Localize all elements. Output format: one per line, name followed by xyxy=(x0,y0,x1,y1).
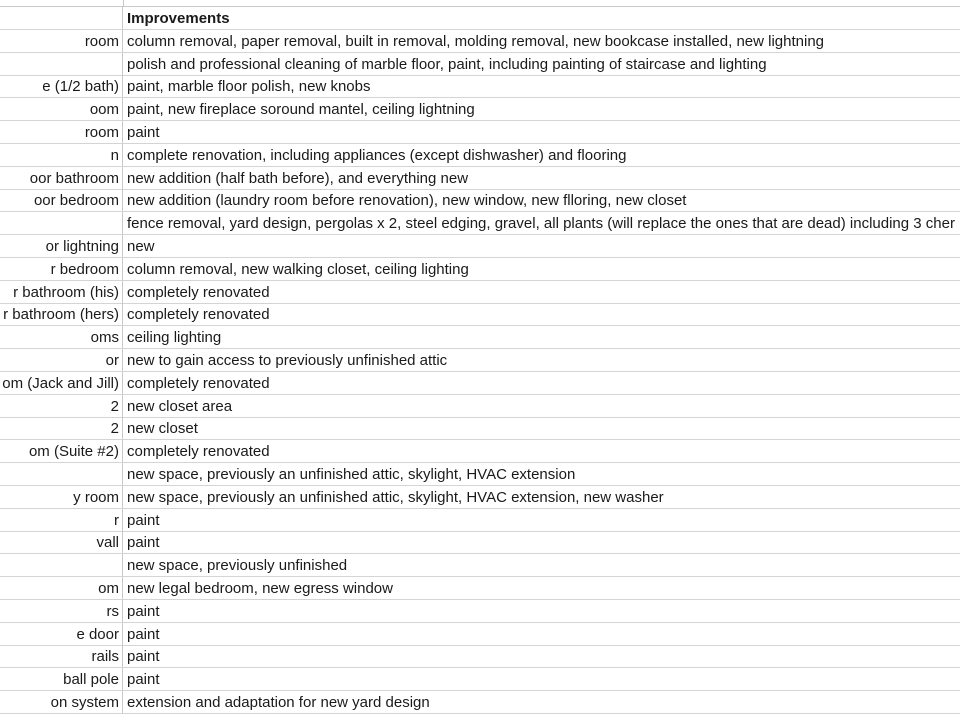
cell-improvements[interactable] xyxy=(124,600,960,622)
cell-text: completely renovated xyxy=(127,283,270,301)
cell-room[interactable] xyxy=(0,577,123,599)
table-row xyxy=(0,645,960,668)
cell-text: paint xyxy=(127,602,160,620)
table-row xyxy=(0,440,960,463)
header-cell-room[interactable] xyxy=(0,7,123,29)
cell-text: r bedroom xyxy=(50,260,119,278)
cell-text: r bathroom (his) xyxy=(13,283,119,301)
cell-text: 2 xyxy=(110,420,119,438)
cell-text: completely renovated xyxy=(127,306,270,324)
cell-text: new legal bedroom, new egress window xyxy=(127,580,393,597)
table-row xyxy=(0,167,960,190)
cell-text: paint xyxy=(127,625,160,643)
table-row xyxy=(0,303,960,326)
cell-text: paint, marble floor polish, new knobs xyxy=(127,78,371,96)
table-row xyxy=(0,531,960,554)
cell-room[interactable] xyxy=(0,349,123,371)
header-cell-improvements[interactable] xyxy=(124,7,960,29)
cell-text: new xyxy=(127,238,155,255)
cell-room[interactable] xyxy=(0,372,123,394)
cell-improvements[interactable] xyxy=(124,349,960,371)
cell-improvements[interactable] xyxy=(124,554,960,576)
cell-room[interactable] xyxy=(0,53,123,75)
cell-room[interactable] xyxy=(0,144,123,166)
cell-text: column removal, new walking closet, ceiling lighting xyxy=(127,260,469,278)
cell-improvements[interactable] xyxy=(124,98,960,120)
header-row xyxy=(0,7,960,30)
cell-text: paint xyxy=(127,534,160,552)
cell-text: or xyxy=(105,352,119,369)
table-row xyxy=(0,417,960,440)
cell-text: on system xyxy=(50,694,119,711)
table-row xyxy=(0,30,960,53)
cell-text: paint xyxy=(127,124,160,141)
table-row xyxy=(0,577,960,600)
cell-improvements[interactable] xyxy=(124,258,960,280)
cell-room[interactable] xyxy=(0,235,123,257)
cell-text: new space, previously an unfinished attic, skylight, HVAC extension xyxy=(127,466,576,483)
cell-room[interactable] xyxy=(0,440,123,462)
partial-row-top xyxy=(0,0,960,7)
table-row xyxy=(0,235,960,258)
cell-text: r xyxy=(114,511,119,529)
cell-text: room xyxy=(84,32,119,50)
cell-improvements[interactable] xyxy=(124,189,960,211)
cell-text: paint xyxy=(127,648,160,666)
cell-improvements[interactable] xyxy=(124,212,960,234)
cell-room[interactable] xyxy=(0,509,123,531)
cell-text: oor bedroom xyxy=(33,192,119,210)
cell-improvements[interactable] xyxy=(124,486,960,508)
cell-improvements[interactable] xyxy=(124,395,960,417)
cell-improvements[interactable] xyxy=(124,531,960,553)
cell-room[interactable] xyxy=(0,212,123,234)
cell-text: new addition (laundry room before renovation), new window, new flloring, new closet xyxy=(127,192,687,210)
cell-room[interactable] xyxy=(0,417,123,439)
cell-text: 2 xyxy=(110,397,119,415)
cell-text: y room xyxy=(73,488,119,506)
cell-text: new space, previously an unfinished attic, skylight, HVAC extension, new washer xyxy=(127,488,664,506)
cell-text: r bathroom (hers) xyxy=(3,306,119,324)
cell-text: paint xyxy=(127,671,160,689)
cell-text: fence removal, yard design, pergolas x 2, steel edging, gravel, all plants (will replace the ones that are dead) including 3 cher xyxy=(127,215,955,233)
cell-room[interactable] xyxy=(0,281,123,303)
table-row xyxy=(0,144,960,167)
cell-room[interactable] xyxy=(0,395,123,417)
cell-room[interactable] xyxy=(0,486,123,508)
cell-text: om xyxy=(98,580,119,597)
table-row xyxy=(0,623,960,646)
cell-improvements[interactable] xyxy=(124,53,960,75)
cell-room[interactable] xyxy=(0,303,123,325)
table-row xyxy=(0,395,960,418)
table-row xyxy=(0,349,960,372)
cell-improvements[interactable] xyxy=(124,30,960,52)
cell-text: oms xyxy=(90,329,119,347)
table-row xyxy=(0,554,960,577)
cell-text: new closet xyxy=(127,420,198,438)
cell-room[interactable] xyxy=(0,531,123,553)
cell-room[interactable] xyxy=(0,645,123,667)
cell-text: paint xyxy=(127,511,160,529)
cell-improvements[interactable] xyxy=(124,326,960,348)
table-row xyxy=(0,463,960,486)
cell-improvements[interactable] xyxy=(124,645,960,667)
cell-text: n xyxy=(110,146,119,164)
table-row xyxy=(0,509,960,532)
cell-improvements[interactable] xyxy=(124,167,960,189)
table-row xyxy=(0,486,960,509)
cell-text: Improvements xyxy=(127,10,230,27)
cell-text: new space, previously unfinished xyxy=(127,557,348,575)
cell-text: oom xyxy=(89,101,119,119)
cell-text: ball pole xyxy=(63,671,119,689)
cell-improvements[interactable] xyxy=(124,235,960,257)
cell-text: om (Jack and Jill) xyxy=(2,374,119,392)
cell-improvements[interactable] xyxy=(124,121,960,143)
cell-room[interactable] xyxy=(0,691,123,713)
cell-text: completely renovated xyxy=(127,374,270,392)
table-row xyxy=(0,668,960,691)
cell-text: column removal, paper removal, built in removal, molding removal, new bookcase installed, new lightning xyxy=(127,32,825,50)
cell-room[interactable] xyxy=(0,98,123,120)
cell-improvements[interactable] xyxy=(124,281,960,303)
cell-text: rails xyxy=(91,648,119,666)
cell-text: room xyxy=(84,124,119,141)
cell-improvements[interactable] xyxy=(124,691,960,713)
cell-improvements[interactable] xyxy=(124,144,960,166)
cell-improvements[interactable] xyxy=(124,577,960,599)
cell-room[interactable] xyxy=(0,554,123,576)
cell-text: rs xyxy=(106,602,119,620)
table-row xyxy=(0,121,960,144)
cell-text: new closet area xyxy=(127,397,233,415)
cell-improvements[interactable] xyxy=(124,623,960,645)
cell-improvements[interactable] xyxy=(124,417,960,439)
table-row xyxy=(0,691,960,714)
cell-room[interactable] xyxy=(0,167,123,189)
cell-text: or lightning xyxy=(45,238,119,255)
cell-room[interactable] xyxy=(0,189,123,211)
cell-text: paint, new fireplace soround mantel, ceiling lightning xyxy=(127,101,475,119)
cell-text: extension and adaptation for new yard design xyxy=(127,694,430,711)
cell-room[interactable] xyxy=(0,463,123,485)
cell-text: om (Suite #2) xyxy=(28,443,119,461)
cell-room[interactable] xyxy=(0,258,123,280)
table-row xyxy=(0,326,960,349)
cell-text: e door xyxy=(76,625,119,643)
cell-improvements[interactable] xyxy=(124,668,960,690)
table-row xyxy=(0,281,960,304)
cell-improvements[interactable] xyxy=(124,372,960,394)
table-row xyxy=(0,212,960,235)
cell-text: new to gain access to previously unfinished attic xyxy=(127,352,448,369)
cell-room[interactable] xyxy=(0,668,123,690)
table-row xyxy=(0,258,960,281)
cell-text: ceiling lighting xyxy=(127,329,222,347)
cell-text: e (1/2 bath) xyxy=(42,78,119,96)
cell-text: completely renovated xyxy=(127,443,270,461)
cell-improvements[interactable] xyxy=(124,75,960,97)
table-row xyxy=(0,53,960,76)
cell-improvements[interactable] xyxy=(124,303,960,325)
table-row xyxy=(0,600,960,623)
table-row xyxy=(0,372,960,395)
table-row xyxy=(0,98,960,121)
table-row xyxy=(0,189,960,212)
cell-text: polish and professional cleaning of marble floor, paint, including painting of staircase and lighting xyxy=(127,55,767,73)
cell-room[interactable] xyxy=(0,30,123,52)
cell-improvements[interactable] xyxy=(124,440,960,462)
cell-room[interactable] xyxy=(0,600,123,622)
cell-room[interactable] xyxy=(0,623,123,645)
cell-room[interactable] xyxy=(0,75,123,97)
cell-room[interactable] xyxy=(0,121,123,143)
cell-text: vall xyxy=(96,534,119,552)
cell-improvements[interactable] xyxy=(124,463,960,485)
cell-improvements[interactable] xyxy=(124,509,960,531)
cell-text: oor bathroom xyxy=(29,169,119,187)
cell-room[interactable] xyxy=(0,326,123,348)
cell-text: complete renovation, including appliances (except dishwasher) and flooring xyxy=(127,146,627,164)
cell-text: new addition (half bath before), and everything new xyxy=(127,169,469,187)
table-row xyxy=(0,75,960,98)
